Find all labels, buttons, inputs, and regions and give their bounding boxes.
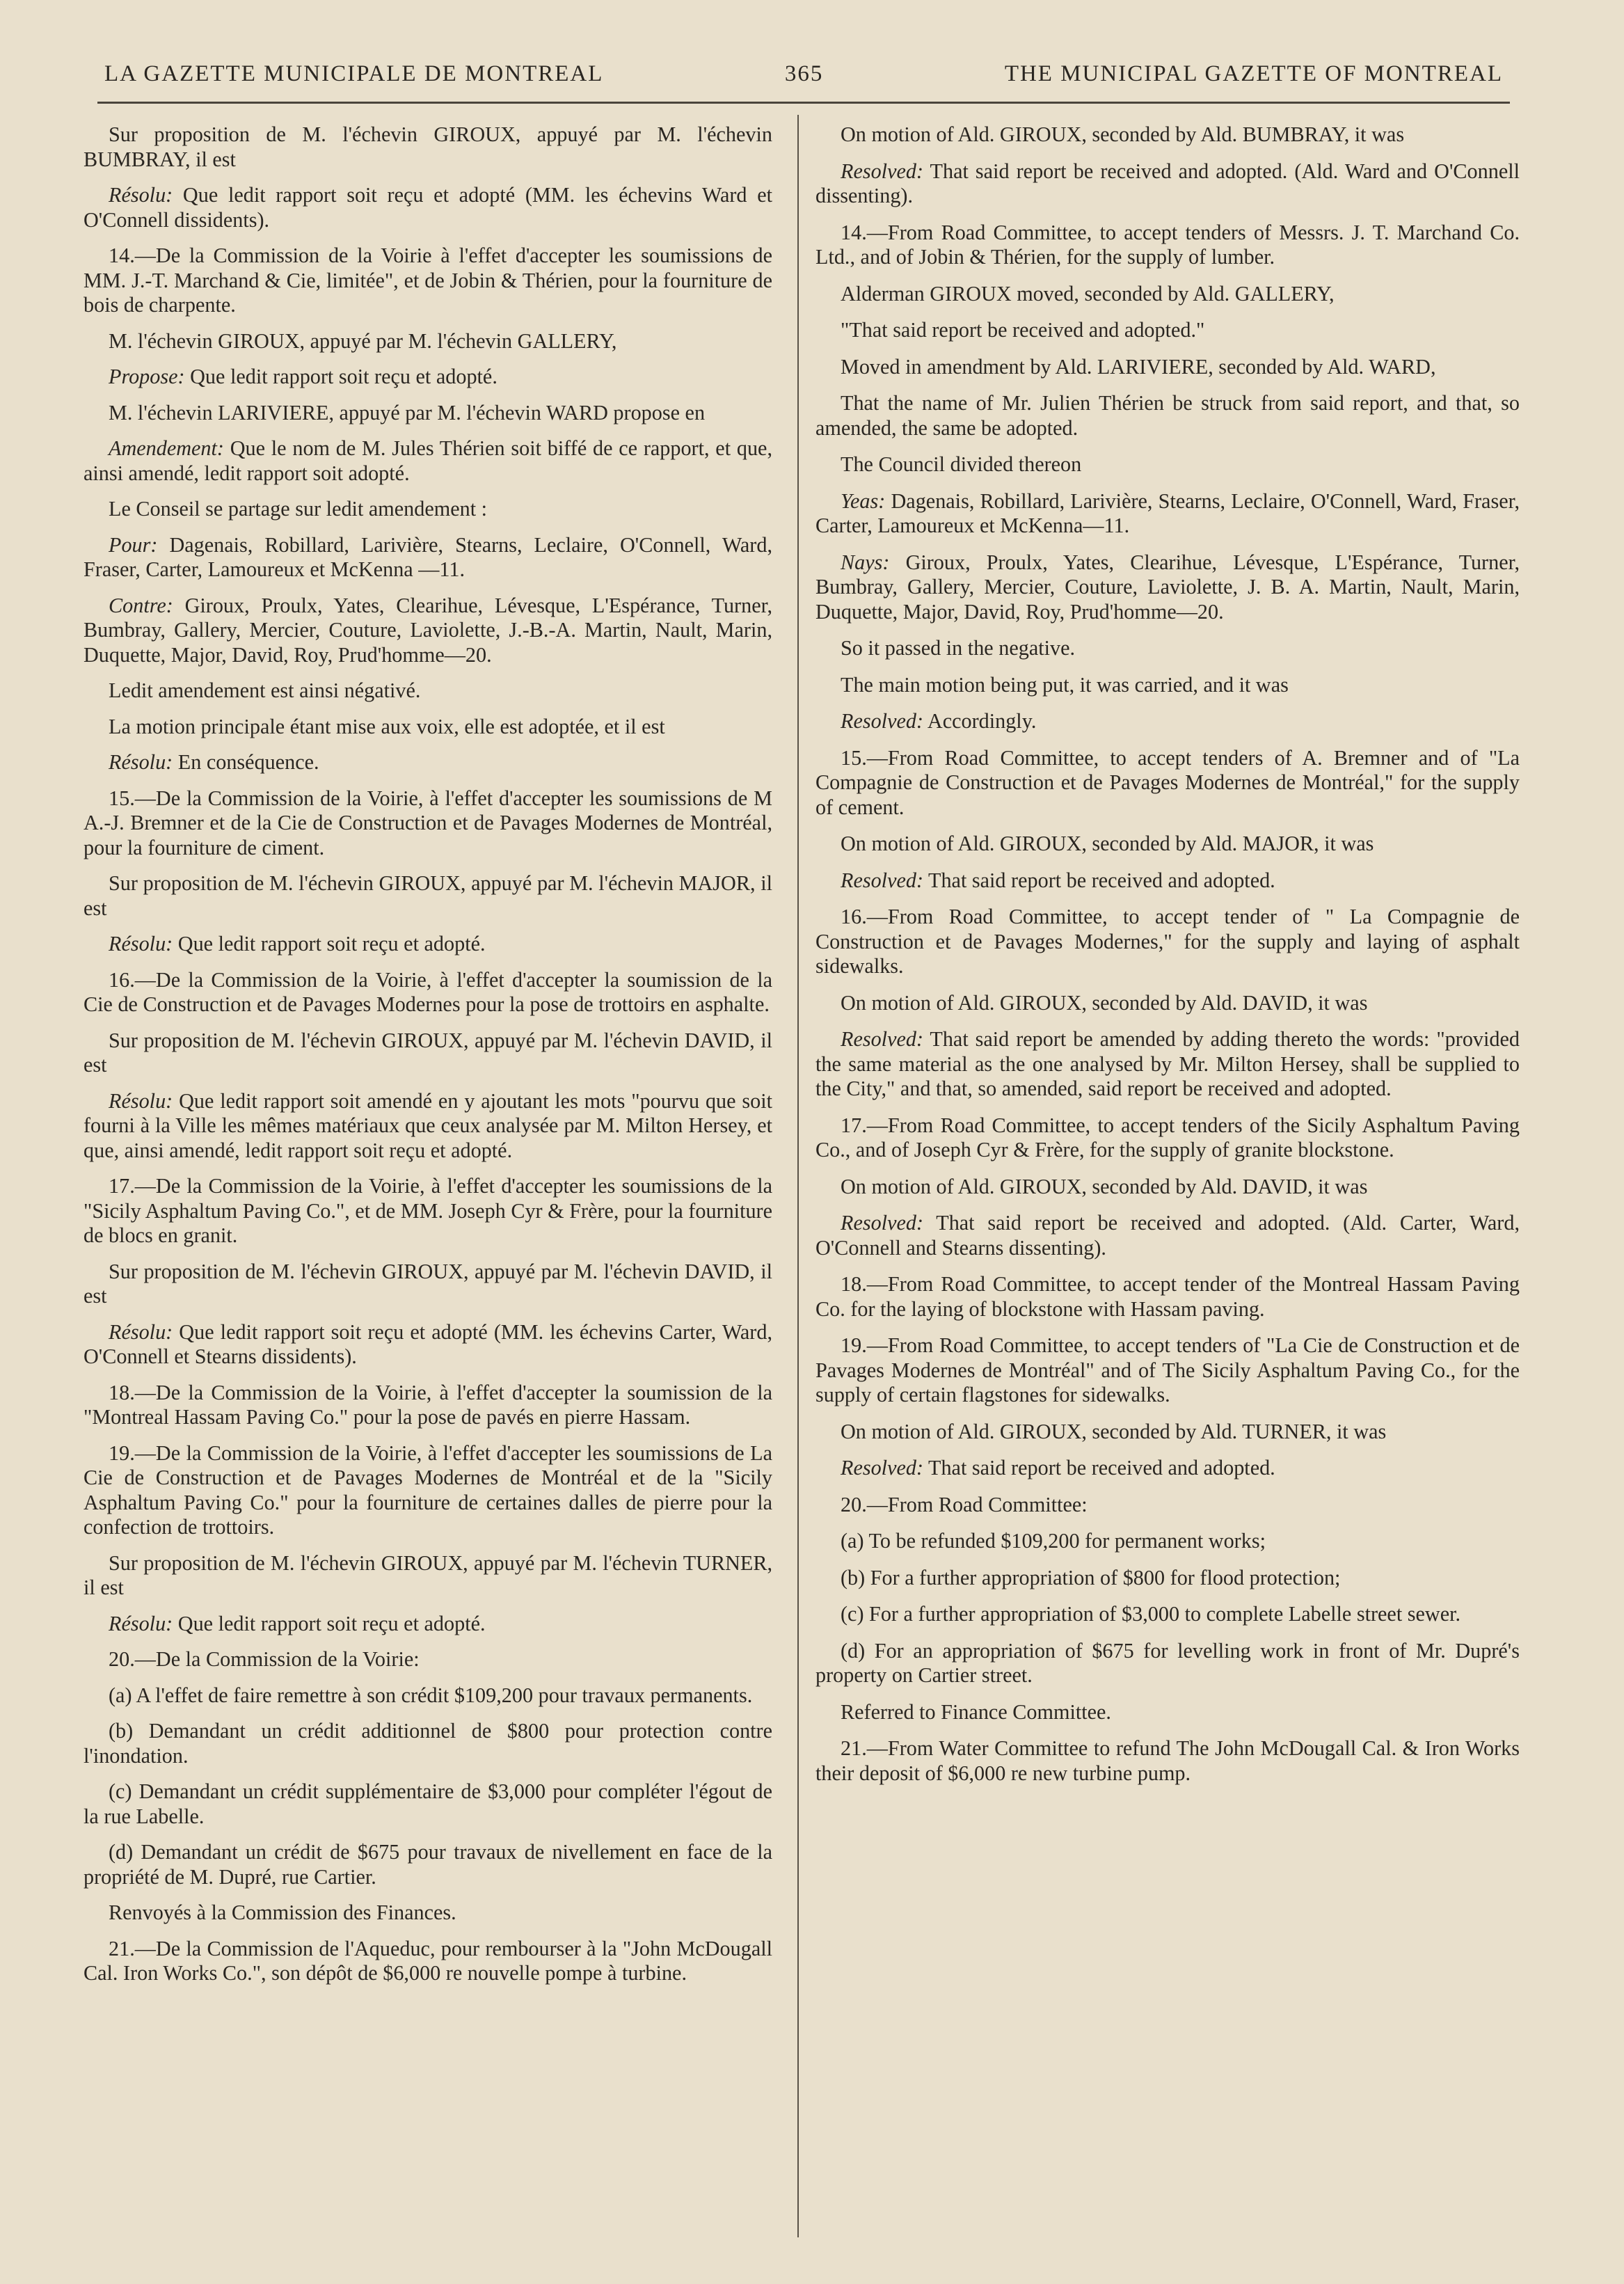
paragraph-text: (a) A l'effet de faire remettre à son crédit $109,200 pour travaux permanents. <box>109 1683 753 1707</box>
french-paragraph <box>83 244 772 318</box>
resolution-label: Contre: <box>109 593 173 617</box>
french-paragraph <box>83 1901 772 1926</box>
paragraph-text: Que le nom de M. Jules Thérien soit biffé de ce rapport, et que, ainsi amendé, ledit rapport soit adopté. <box>83 436 772 485</box>
resolution-label: Yeas: <box>841 489 886 513</box>
paragraph-text: On motion of Ald. GIROUX, seconded by Ald. DAVID, it was <box>841 1174 1368 1198</box>
english-paragraph <box>815 355 1520 380</box>
english-paragraph <box>815 636 1520 661</box>
english-paragraph <box>815 1420 1520 1445</box>
resolution-label: Résolu: <box>109 1319 173 1344</box>
french-paragraph <box>83 1612 772 1637</box>
english-paragraph <box>815 391 1520 441</box>
paragraph-text: The Council divided thereon <box>841 452 1082 476</box>
paragraph-text: That said report be received and adopted. (Ald. Carter, Ward, O'Connell and Stearns dissenting). <box>815 1211 1520 1260</box>
paragraph-text: 14.—From Road Committee, to accept tenders of Messrs. J. T. Marchand Co. Ltd., and of Jobin & Thérien, for the supply of lumber. <box>815 220 1520 269</box>
english-paragraph <box>815 1736 1520 1786</box>
french-paragraph <box>83 1779 772 1829</box>
english-paragraph <box>815 709 1520 734</box>
english-column <box>815 122 1520 1798</box>
french-paragraph <box>83 1937 772 1986</box>
paragraph-text: Renvoyés à la Commission des Finances. <box>109 1901 456 1924</box>
header-rule <box>97 102 1510 104</box>
paragraph-text: Sur proposition de M. l'échevin GIROUX, appuyé par M. l'échevin BUMBRAY, il est <box>83 122 772 171</box>
resolution-label: Resolved: <box>841 1456 924 1480</box>
english-paragraph <box>815 221 1520 270</box>
french-paragraph <box>83 1260 772 1309</box>
paragraph-text: (a) To be refunded $109,200 for permanent works; <box>841 1529 1266 1553</box>
paragraph-text: 17.—De la Commission de la Voirie, à l'effet d'accepter les soumissions de la "Sicily Asphaltum Paving Co.", et de MM. Joseph Cyr & Frère, pour la fourniture de blocs en granit. <box>83 1174 772 1247</box>
english-paragraph <box>815 832 1520 857</box>
paragraph-text: (d) Demandant un crédit de $675 pour travaux de nivellement en face de la propriété de M. Dupré, rue Cartier. <box>83 1840 772 1889</box>
french-paragraph <box>83 436 772 486</box>
english-paragraph <box>815 318 1520 343</box>
english-paragraph <box>815 1529 1520 1554</box>
paragraph-text: Ledit amendement est ainsi négativé. <box>109 679 421 702</box>
paragraph-text: Accordingly. <box>923 709 1037 733</box>
english-paragraph <box>815 1493 1520 1518</box>
french-paragraph <box>83 1840 772 1889</box>
paragraph-text: Que ledit rapport soit reçu et adopté. <box>173 1611 486 1635</box>
resolution-label: Resolved: <box>841 159 924 183</box>
paragraph-text: Sur proposition de M. l'échevin GIROUX, appuyé par M. l'échevin DAVID, il est <box>83 1028 772 1077</box>
paragraph-text: La motion principale étant mise aux voix, elle est adoptée, et il est <box>109 714 665 738</box>
paragraph-text: 21.—From Water Committee to refund The John McDougall Cal. & Iron Works their deposit of $6,000 re new turbine pump. <box>815 1736 1520 1785</box>
english-paragraph <box>815 1027 1520 1102</box>
english-paragraph <box>815 1602 1520 1627</box>
paragraph-text: That said report be received and adopted. <box>923 868 1275 892</box>
resolution-label: Résolu: <box>109 183 173 207</box>
french-paragraph <box>83 1719 772 1768</box>
paragraph-text: 21.—De la Commission de l'Aqueduc, pour rembourser à la "John McDougall Cal. Iron Works Co.", son dépôt de $6,000 re nouvelle pompe à turbine. <box>83 1936 772 1985</box>
paragraph-text: Sur proposition de M. l'échevin GIROUX, appuyé par M. l'échevin MAJOR, il est <box>83 871 772 920</box>
paragraph-text: Dagenais, Robillard, Larivière, Stearns, Leclaire, O'Connell, Ward, Fraser, Carter, Lamoureux et McKenna—11. <box>815 489 1520 537</box>
paragraph-text: "That said report be received and adopted." <box>841 318 1205 342</box>
paragraph-text: Que ledit rapport soit reçu et adopté. <box>173 932 486 955</box>
french-paragraph <box>83 715 772 740</box>
english-paragraph <box>815 1272 1520 1322</box>
english-paragraph <box>815 550 1520 625</box>
paragraph-text: Giroux, Proulx, Yates, Clearihue, Lévesque, L'Espérance, Turner, Bumbray, Gallery, Mercier, Couture, Laviolette, J.-B.-A. Martin, Nault, Marin, Duquette, Major, David, Roy, Prud'homme—20. <box>83 593 772 667</box>
paragraph-text: On motion of Ald. GIROUX, seconded by Ald. BUMBRAY, it was <box>841 122 1405 146</box>
paragraph-text: 18.—De la Commission de la Voirie, à l'effet d'accepter la soumission de la "Montreal Hassam Paving Co." pour la pose de pavés en pierre Hassam. <box>83 1380 772 1429</box>
resolution-label: Resolved: <box>841 868 924 892</box>
english-paragraph <box>815 452 1520 477</box>
english-paragraph <box>815 991 1520 1016</box>
english-paragraph <box>815 282 1520 307</box>
french-column <box>83 122 772 1997</box>
english-paragraph <box>815 489 1520 539</box>
resolution-label: Résolu: <box>109 932 173 955</box>
english-paragraph <box>815 1211 1520 1260</box>
paragraph-text: 19.—De la Commission de la Voirie, à l'effet d'accepter les soumissions de La Cie de Construction et de Pavages Modernes de Montréal et de la "Sicily Asphaltum Paving Co." pour la fourniture de certaines dalles de pierre pour la confection de trottoirs. <box>83 1441 772 1539</box>
paragraph-text: Alderman GIROUX moved, seconded by Ald. GALLERY, <box>841 281 1335 306</box>
paragraph-text: So it passed in the negative. <box>841 636 1076 660</box>
french-paragraph <box>83 533 772 582</box>
paragraph-text: On motion of Ald. GIROUX, seconded by Ald. MAJOR, it was <box>841 832 1374 855</box>
paragraph-text: 18.—From Road Committee, to accept tender of the Montreal Hassam Paving Co. for the laying of blockstone with Hassam paving. <box>815 1272 1520 1321</box>
french-paragraph <box>83 1551 772 1601</box>
french-paragraph <box>83 1381 772 1430</box>
paragraph-text: 15.—From Road Committee, to accept tenders of A. Bremner and of "La Compagnie de Construction et de Pavages Modernes de Montréal," for the supply of cement. <box>815 745 1520 819</box>
resolution-label: Amendement: <box>109 436 224 460</box>
paragraph-text: Que ledit rapport soit reçu et adopté. <box>184 365 497 388</box>
paragraph-text: Sur proposition de M. l'échevin GIROUX, appuyé par M. l'échevin DAVID, il est <box>83 1259 772 1308</box>
resolution-label: Résolu: <box>109 1611 173 1635</box>
paragraph-text: (b) Demandant un crédit additionnel de $800 pour protection contre l'inondation. <box>83 1719 772 1768</box>
paragraph-text: 20.—From Road Committee: <box>841 1492 1088 1516</box>
french-paragraph <box>83 1441 772 1540</box>
english-paragraph <box>815 1113 1520 1163</box>
paragraph-text: En conséquence. <box>173 750 319 774</box>
french-paragraph <box>83 122 772 172</box>
paragraph-text: 17.—From Road Committee, to accept tenders of the Sicily Asphaltum Paving Co., and of Joseph Cyr & Frère, for the supply of granite blockstone. <box>815 1113 1520 1161</box>
french-paragraph <box>83 183 772 232</box>
french-paragraph <box>83 1089 772 1164</box>
paragraph-text: Que ledit rapport soit reçu et adopté (MM. les échevins Carter, Ward, O'Connell et Stearns dissidents). <box>83 1319 772 1368</box>
resolution-label: Résolu: <box>109 1088 173 1113</box>
resolution-label: Resolved: <box>841 709 924 733</box>
paragraph-text: M. l'échevin GIROUX, appuyé par M. l'échevin GALLERY, <box>109 328 617 353</box>
paragraph-text: That said report be received and adopted. <box>923 1456 1275 1480</box>
english-paragraph <box>815 1566 1520 1591</box>
paragraph-text: Referred to Finance Committee. <box>841 1699 1111 1724</box>
french-paragraph <box>83 365 772 390</box>
paragraph-text: 19.—From Road Committee, to accept tenders of "La Cie de Construction et de Pavages Modernes de Montréal" and of The Sicily Asphaltum Paving Co., for the supply of certain flagstones for sidewalks. <box>815 1333 1520 1406</box>
english-paragraph <box>815 1639 1520 1688</box>
resolution-label: Résolu: <box>109 750 173 774</box>
english-paragraph <box>815 122 1520 148</box>
paragraph-text: That the name of Mr. Julien Thérien be struck from said report, and that, so amended, the same be adopted. <box>815 391 1520 440</box>
page-number: 365 <box>784 61 824 86</box>
page-header <box>104 61 1503 96</box>
paragraph-text: Sur proposition de M. l'échevin GIROUX, appuyé par M. l'échevin TURNER, il est <box>83 1551 772 1599</box>
resolution-label: Resolved: <box>841 1027 924 1051</box>
paragraph-text: The main motion being put, it was carried, and it was <box>841 672 1289 697</box>
french-paragraph <box>83 401 772 426</box>
paragraph-text: (c) Demandant un crédit supplémentaire de $3,000 pour compléter l'égout de la rue Labelle. <box>83 1779 772 1828</box>
paragraph-text: On motion of Ald. GIROUX, seconded by Ald. TURNER, it was <box>841 1419 1387 1443</box>
paragraph-text: That said report be received and adopted. (Ald. Ward and O'Connell dissenting). <box>815 159 1520 207</box>
paragraph-text: Dagenais, Robillard, Larivière, Stearns, Leclaire, O'Connell, Ward, Fraser, Carter, Lamoureux et McKenna —11. <box>83 532 772 581</box>
paragraph-text: 16.—De la Commission de la Voirie, à l'effet d'accepter la soumission de la Cie de Construction et de Pavages Modernes pour la pose de trottoirs en asphalte. <box>83 967 772 1016</box>
resolution-label: Pour: <box>109 532 158 557</box>
paragraph-text: 14.—De la Commission de la Voirie à l'effet d'accepter les soumissions de MM. J.-T. Marchand & Cie, limitée", et de Jobin & Thérien, pour la fourniture de bois de charpente. <box>83 244 772 317</box>
paragraph-text: (c) For a further appropriation of $3,000 to complete Labelle street sewer. <box>841 1602 1461 1626</box>
english-paragraph <box>815 1333 1520 1408</box>
french-paragraph <box>83 968 772 1017</box>
resolution-label: Propose: <box>109 365 185 388</box>
french-paragraph <box>83 750 772 775</box>
resolution-label: Nays: <box>841 550 890 574</box>
paragraph-text: That said report be amended by adding thereto the words: "provided the same material as the one analysed by Mr. Milton Hersey, shall be supplied to the City," and that, so amended, said report be received and adopted. <box>815 1027 1520 1100</box>
french-paragraph <box>83 1647 772 1672</box>
french-paragraph <box>83 1029 772 1078</box>
english-paragraph <box>815 159 1520 209</box>
header-french-title: LA GAZETTE MUNICIPALE DE MONTREAL <box>104 61 604 86</box>
paragraph-text: 20.—De la Commission de la Voirie: <box>109 1647 420 1671</box>
paragraph-text: Que ledit rapport soit reçu et adopté (MM. les échevins Ward et O'Connell dissidents). <box>83 183 772 232</box>
paragraph-text: (b) For a further appropriation of $800 for flood protection; <box>841 1565 1341 1589</box>
english-paragraph <box>815 1700 1520 1725</box>
french-paragraph <box>83 329 772 354</box>
french-paragraph <box>83 871 772 921</box>
paragraph-text: Moved in amendment by Ald. LARIVIERE, seconded by Ald. WARD, <box>841 354 1436 379</box>
resolution-label: Resolved: <box>841 1211 924 1235</box>
english-paragraph <box>815 746 1520 820</box>
french-paragraph <box>83 786 772 861</box>
french-paragraph <box>83 932 772 957</box>
column-divider <box>797 115 799 2237</box>
french-paragraph <box>83 1683 772 1708</box>
paragraph-text: On motion of Ald. GIROUX, seconded by Ald. DAVID, it was <box>841 990 1368 1015</box>
paragraph-text: (d) For an appropriation of $675 for levelling work in front of Mr. Dupré's property on Cartier street. <box>815 1638 1520 1687</box>
english-paragraph <box>815 673 1520 698</box>
french-paragraph <box>83 594 772 668</box>
paragraph-text: Giroux, Proulx, Yates, Clearihue, Lévesque, L'Espérance, Turner, Bumbray, Gallery, Mercier, Couture, Laviolette, J. B. A. Martin, Nault, Marin, Duquette, Major, David, Roy, Prud'homme—20. <box>815 550 1520 624</box>
french-paragraph <box>83 497 772 522</box>
english-paragraph <box>815 869 1520 894</box>
english-paragraph <box>815 1175 1520 1200</box>
french-paragraph <box>83 679 772 704</box>
english-paragraph <box>815 1456 1520 1481</box>
french-paragraph <box>83 1320 772 1370</box>
header-english-title: THE MUNICIPAL GAZETTE OF MONTREAL <box>1004 61 1503 86</box>
paragraph-text: Que ledit rapport soit amendé en y ajoutant les mots "pourvu que soit fourni à la Ville les mêmes matériaux que ceux analysée par M. Milton Hersey, et que, ainsi amendé, ledit rapport soit reçu et adopté. <box>83 1088 772 1162</box>
paragraph-text: M. l'échevin LARIVIERE, appuyé par M. l'échevin WARD propose en <box>109 400 706 425</box>
english-paragraph <box>815 905 1520 979</box>
paragraph-text: 16.—From Road Committee, to accept tender of " La Compagnie de Construction et de Pavages Modernes," for the supply and laying of asphalt sidewalks. <box>815 905 1520 978</box>
french-paragraph <box>83 1174 772 1248</box>
paragraph-text: Le Conseil se partage sur ledit amendement : <box>109 497 488 521</box>
paragraph-text: 15.—De la Commission de la Voirie, à l'effet d'accepter les soumissions de M A.-J. Bremner et de la Cie de Construction et de Pavages Modernes de Montréal, pour la fourniture de ciment. <box>83 786 772 859</box>
